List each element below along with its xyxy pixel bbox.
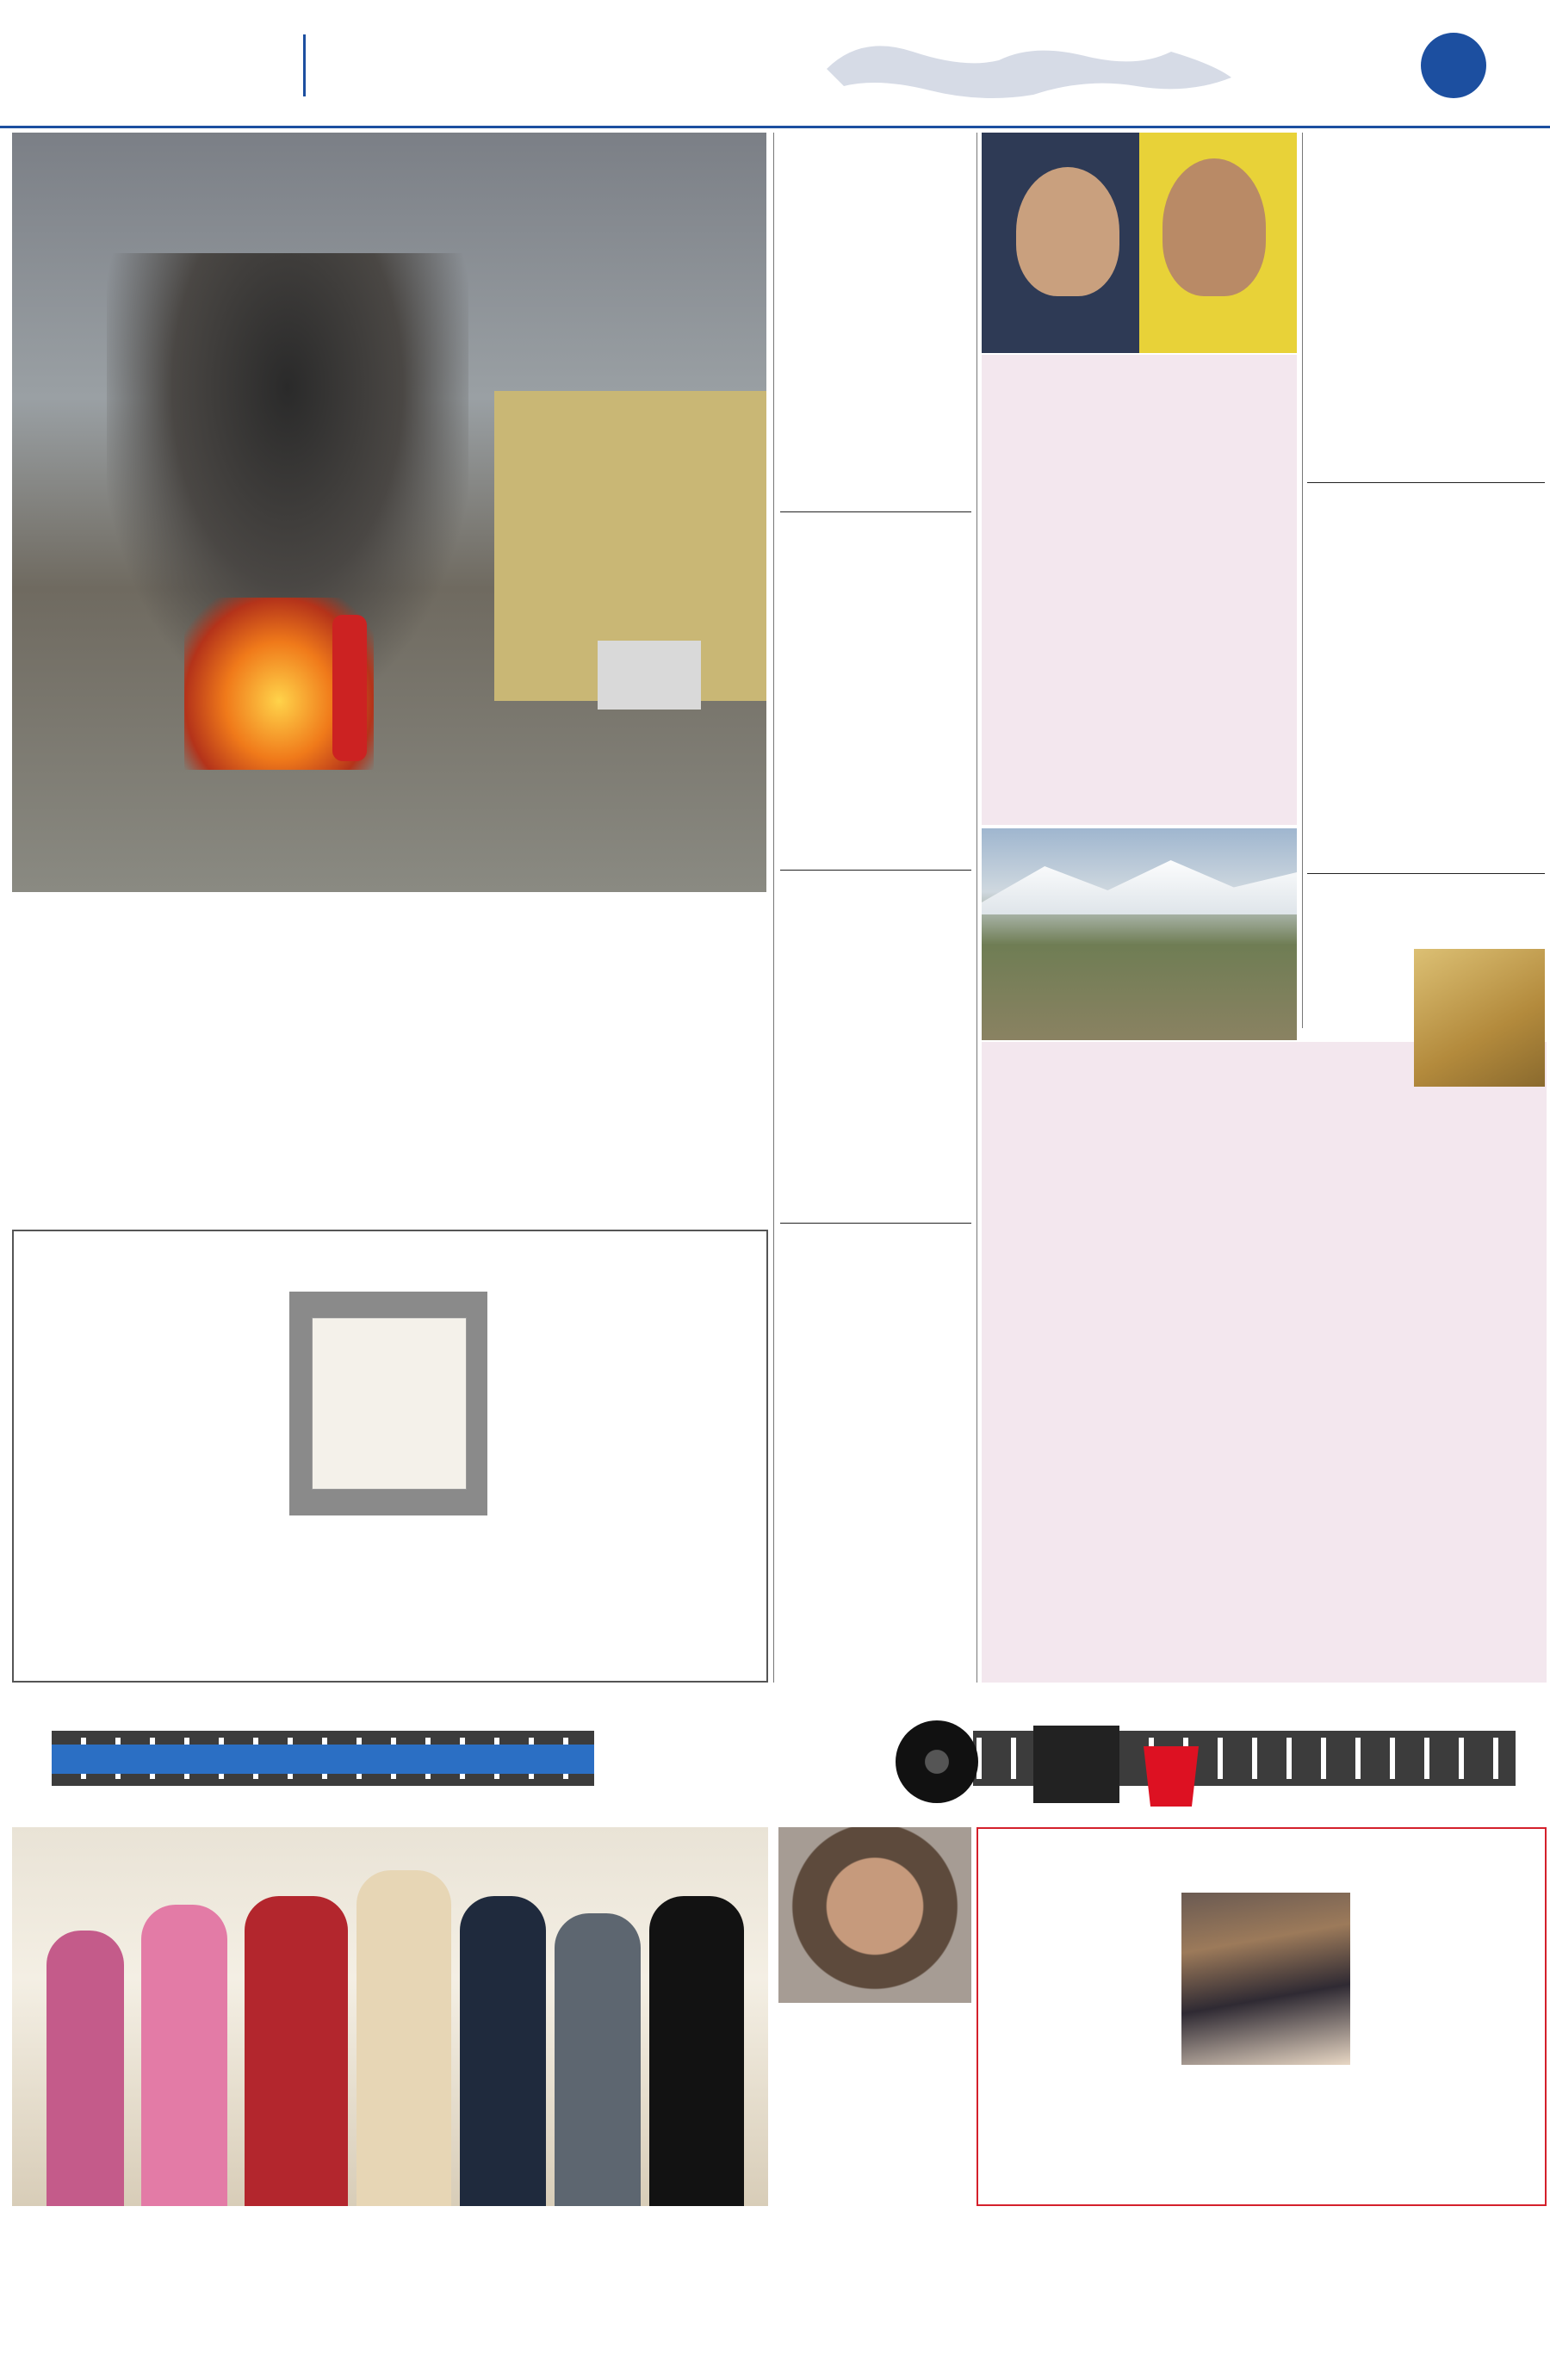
messi-headline: [987, 358, 1292, 460]
guest-figure: [141, 1905, 227, 2206]
police-body: [1307, 241, 1545, 479]
congress-body: [780, 604, 971, 868]
messi-body: [987, 463, 1292, 823]
village-photo: [982, 828, 1297, 1040]
newspaper-logo: [36, 31, 294, 100]
section-label: [1076, 34, 1404, 95]
ambulance: [598, 641, 701, 710]
lithuania-body: [780, 975, 971, 1221]
messi-ronaldo-photo: [982, 133, 1297, 353]
masthead-divider: [303, 34, 306, 96]
shomi-byline: [1357, 2182, 1541, 2201]
kyiv-body: [14, 1063, 768, 1224]
village-headline: [987, 1045, 1297, 1140]
congress-headline: [780, 517, 971, 601]
divider: [1307, 482, 1545, 483]
shomi-box: [976, 1827, 1547, 2206]
iran-body: [780, 226, 971, 508]
rescuer-figure: [332, 615, 367, 761]
messi-face: [1016, 167, 1119, 296]
shomi-body-left: [985, 1893, 1175, 2199]
column-rule: [976, 133, 977, 1683]
column-rule: [773, 133, 774, 1683]
food-headline: [1307, 877, 1545, 945]
harry-body-bottom: [289, 1521, 487, 1679]
afghan-body: [1307, 603, 1545, 870]
harry-body-right: [496, 1292, 760, 1679]
divider: [780, 511, 971, 512]
masthead-rule: [0, 126, 1550, 128]
book-cover: [312, 1317, 467, 1490]
divider: [780, 870, 971, 871]
page-number-badge: [1421, 33, 1486, 98]
shomi-photo: [1181, 1893, 1350, 2065]
tiktok-headline: [780, 1228, 971, 1328]
harry-headline: [22, 1236, 760, 1288]
selim-photo: [778, 1827, 971, 2003]
iran-headline: [780, 133, 971, 222]
guest-figure: [46, 1931, 124, 2206]
harry-body-left: [22, 1292, 281, 1679]
guest-figure: [460, 1896, 546, 2206]
mountains: [982, 854, 1297, 914]
kyiv-photo-caption: [14, 896, 634, 914]
lithuania-headline: [780, 875, 971, 971]
clapperboard-icon: [1033, 1726, 1119, 1803]
food-body: [1307, 1042, 1545, 1679]
binodon-banner: [0, 1695, 1550, 1824]
divider: [1307, 873, 1545, 874]
groom-figure: [356, 1870, 451, 2206]
police-headline: [1307, 134, 1545, 238]
joypurhat-headline: [976, 2210, 1547, 2241]
tiktok-body: [780, 1331, 971, 1679]
shomi-headline: [985, 1836, 1541, 1887]
divider: [780, 1223, 971, 1224]
film-strip-blue: [52, 1745, 654, 1774]
kyiv-photo-credit: [680, 896, 765, 914]
film-reel-icon: [896, 1720, 978, 1803]
bride-figure: [245, 1896, 348, 2206]
selim-headline: [778, 2006, 971, 2089]
shomi-body-right: [1357, 1893, 1541, 2180]
ronaldo-face: [1162, 158, 1266, 296]
harry-box: [12, 1230, 768, 1683]
kyiv-headline: [17, 921, 761, 1057]
afghan-headline: [1307, 487, 1545, 599]
kyiv-photo: [12, 133, 766, 892]
column-rule: [1302, 133, 1303, 1028]
guest-figure: [555, 1913, 641, 2206]
spare-book-photo: [289, 1292, 487, 1515]
wedding-photo: [12, 1827, 768, 2206]
masthead: [0, 0, 1550, 129]
guest-figure: [649, 1896, 744, 2206]
selim-body: [778, 2092, 971, 2380]
village-body: [987, 1144, 1302, 1679]
